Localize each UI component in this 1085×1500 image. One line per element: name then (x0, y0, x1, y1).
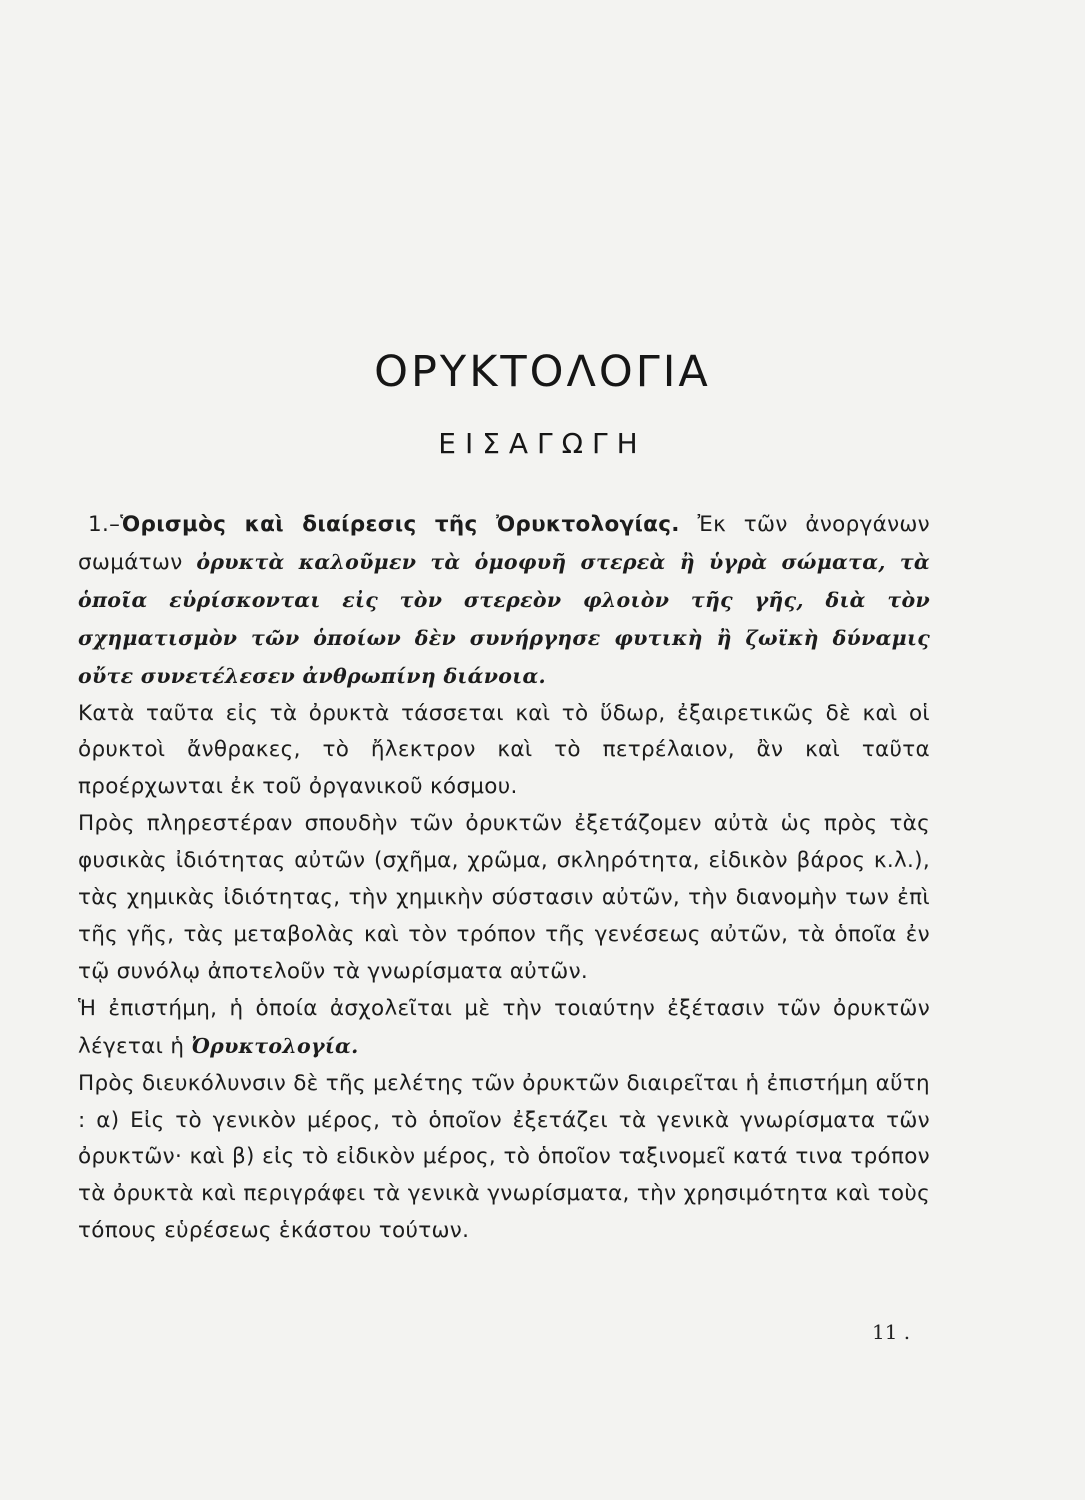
paragraph-4 (78, 991, 930, 1066)
body-text (78, 507, 930, 1250)
definition-text: ὀρυκτὰ καλοῦμεν τὰ ὁμοφυῆ στερεὰ ἢ ὑγρὰ σώματα, τὰ ὁποῖα εὑρίσκονται εἰς τὸν στερεὸν φλοιὸν τῆς γῆς, διὰ τὸν σχηματισμὸν τῶν ὁποίων δὲν συνήργησε φυτικὴ ἢ ζωϊκὴ δύναμις οὔτε συνετέλεσεν ἀνθρωπίνη διάνοια. (78, 549, 930, 688)
paragraph-2: Κατὰ ταῦτα εἰς τὰ ὀρυκτὰ τάσσεται καὶ τὸ ὕδωρ, ἐξαιρετικῶς δὲ καὶ οἱ ὀρυκτοὶ ἄνθρακες, τὸ ἤλεκτρον καὶ τὸ πετρέλαιον, ἂν καὶ ταῦτα προέρχωνται ἐκ τοῦ ὀργανικοῦ κόσμου. (78, 700, 930, 800)
paragraph-3: Πρὸς πληρεστέραν σπουδὴν τῶν ὀρυκτῶν ἐξετάζομεν αὐτὰ ὡς πρὸς τὰς φυσικὰς ἰδιότητας αὐτῶν (σχῆμα, χρῶμα, σκληρότητα, εἰδικὸν βάρος κ.λ.), τὰς χημικὰς ἰδιότητας, τὴν χημικὴν σύστασιν αὐτῶν, τὴν διανομὴν των ἐπὶ τῆς γῆς, τὰς μεταβολὰς καὶ τὸν τρόπον τῆς γενέσεως αὐτῶν, τὰ ὁποῖα ἐν τῷ συνόλῳ ἀποτελοῦν τὰ γνωρίσματα αὐτῶν. (78, 811, 930, 984)
paragraph-5: Πρὸς διευκόλυνσιν δὲ τῆς μελέτης τῶν ὀρυκτῶν διαιρεῖται ἡ ἐπιστήμη αὕτη : α) Εἰς τὸ γενικὸν μέρος, τὸ ὁποῖον ἐξετάζει τὰ γενικὰ γνωρίσματα τῶν ὀρυκτῶν· καὶ β) εἰς τὸ εἰδικὸν μέρος, τὸ ὁποῖον ταξινομεῖ κατά τινα τρόπον τὰ ὀρυκτὰ καὶ περιγράφει τὰ γενικὰ γνωρίσματα, τὴν χρησιμότητα καὶ τοὺς τόπους εὑρέσεως ἑκάστου τούτων. (78, 1070, 930, 1244)
section-heading: Ὁρισμὸς καὶ διαίρεσις τῆς Ὀρυκτολογίας. (120, 512, 680, 537)
chapter-title: ΟΡΥΚΤΟΛΟΓΙΑ (374, 346, 711, 397)
paragraph-4-text: Ἡ ἐπιστήμη, ἡ ὁποία ἀσχολεῖται μὲ τὴν τοιαύτην ἐξέτασιν τῶν ὀρυκτῶν λέγεται ἡ (78, 995, 930, 1059)
section-number: 1.– (88, 512, 121, 537)
definition-intro: Ἐκ τῶν ἀνοργάνων σωμάτων (78, 512, 930, 575)
page-number: 11 . (872, 1320, 911, 1344)
term-mineralogy: Ὀρυκτολογία. (191, 1033, 359, 1058)
paragraph-definition (78, 507, 930, 696)
section-title: ΕΙΣΑΓΩΓΗ (438, 427, 647, 460)
